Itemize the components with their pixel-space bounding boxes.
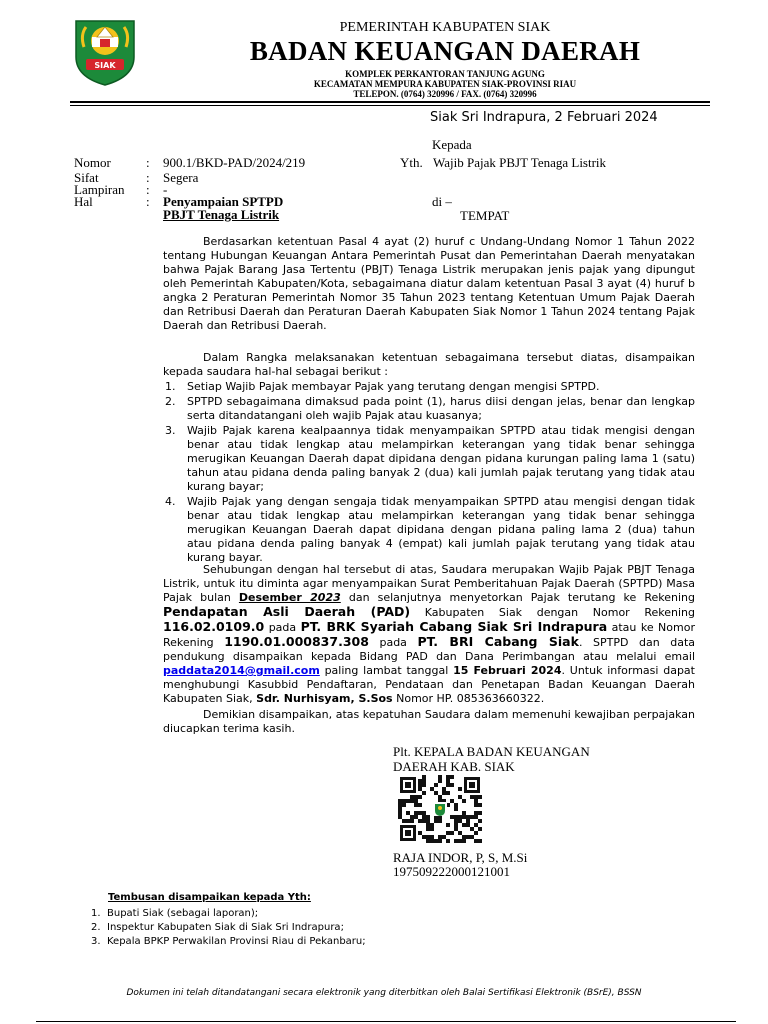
lampiran-label: Lampiran xyxy=(74,182,125,197)
hal-colon: : xyxy=(146,194,150,209)
list-item xyxy=(165,424,695,494)
letter-date: Siak Sri Indrapura, 2 Februari 2024 xyxy=(430,110,658,125)
paragraph-closing: Demikian disampaikan, atas kepatuhan Saudara dalam memenuhi kewajiban perpajakan diucapkan terima kasih. xyxy=(163,708,695,735)
list-item-number: 4. xyxy=(165,495,176,508)
footer-rule xyxy=(36,1021,736,1022)
header-rule-thin xyxy=(70,105,710,106)
address-line-1: KOMPLEK PERKANTORAN TANJUNG AGUNG xyxy=(345,69,545,79)
cc-heading: Tembusan disampaikan kepada Yth: xyxy=(108,892,311,903)
list-item-number: 1. xyxy=(165,380,176,393)
hal-value-line-1: Penyampaian SPTPD xyxy=(163,194,284,209)
deadline-date: 15 Februari 2024 xyxy=(453,664,562,677)
signer-name: RAJA INDOR, P, S, M.Si xyxy=(393,850,528,865)
list-item: 2. Inspektur Kabupaten Siak di Siak Sri Indrapura; xyxy=(91,922,344,933)
contact-person: Sdr. Nurhisyam, S.Sos xyxy=(256,692,393,705)
e-signature-footer: Dokumen ini telah ditandatangani secara elektronik yang diterbitkan oleh Balai Sertifikasi Elektronik (BSrE), BSSN xyxy=(126,988,642,998)
siak-regency-logo xyxy=(70,17,140,87)
cc-list xyxy=(91,907,366,949)
list-item-text: Wajib Pajak yang dengan sengaja tidak menyampaikan SPTPD atau mengisi dengan tidak benar atau tidak lengkap atau melampirkan keterangan yang tidak benar sehingga merugikan Keuangan Daerah dapat dipidana dengan pidana paling lama 2 (dua) tahun atau pidana denda paling banyak 4 (empat) kali jumlah pajak terutang yang tidak atau kurang bayar. xyxy=(187,495,695,564)
list-item xyxy=(165,495,695,565)
recipient-yth: Yth. xyxy=(400,155,423,170)
list-item-text: Wajib Pajak karena kealpaannya tidak menyampaikan SPTPD atau tidak mengisi dengan benar atau tidak lengkap atau melampirkan keterangan yang tidak benar sehingga merugikan Keuangan Daerah dapat dipidana dengan pidana kurungan paling lama 1 (satu) tahun atau pidana denda paling banyak 2 (dua) kali jumlah pajak terutang yang tidak atau kurang bayar; xyxy=(187,424,695,493)
paragraph-intro-list: Dalam Rangka melaksanakan ketentuan sebagaimana tersebut diatas, disampaikan kepada saudara hal-hal sebagai berikut : xyxy=(163,351,695,378)
list-item: 1. Bupati Siak (sebagai laporan); xyxy=(91,908,259,919)
tax-year: 2023 xyxy=(310,591,341,604)
hal-label: Hal xyxy=(74,194,93,209)
bank-name-2: PT. BRI Cabang Siak xyxy=(417,634,579,649)
list-item-number: 2. xyxy=(165,395,176,408)
address-line-3: TELEPON. (0764) 320996 / FAX. (0764) 320996 xyxy=(353,89,537,99)
address-line-2: KECAMATAN MEMPURA KABUPATEN SIAK-PROVINSI RIAU xyxy=(313,79,577,89)
sifat-label: Sifat xyxy=(74,170,99,185)
list-item xyxy=(165,395,695,423)
sifat-value: Segera xyxy=(163,170,199,185)
email-link[interactable]: paddata2014@gmail.com xyxy=(163,664,320,677)
list-item-text: SPTPD sebagaimana dimaksud pada point (1), harus diisi dengan jelas, benar dan lengkap serta ditandatangani oleh wajib Pajak atau kuasanya; xyxy=(187,395,695,422)
recipient-name: Wajib Pajak PBJT Tenaga Listrik xyxy=(433,155,607,170)
svg-text:SIAK: SIAK xyxy=(94,61,116,70)
nomor-value: 900.1/BKD-PAD/2024/219 xyxy=(163,155,306,170)
signer-title-line-1: Plt. KEPALA BADAN KEUANGAN xyxy=(393,744,590,759)
signer-nip: 197509222000121001 xyxy=(393,864,510,879)
list-item-text: Setiap Wajib Pajak membayar Pajak yang terutang dengan mengisi SPTPD. xyxy=(187,380,600,393)
recipient-kepada: Kepada xyxy=(432,137,472,152)
pad-account-name: Pendapatan Asli Daerah (PAD) xyxy=(163,604,411,619)
recipient-tempat: TEMPAT xyxy=(460,208,510,223)
list-item-number: 3. xyxy=(165,424,176,437)
agency-title: BADAN KEUANGAN DAERAH xyxy=(249,36,641,66)
bank-name-1: PT. BRK Syariah Cabang Siak Sri Indrapura xyxy=(300,619,608,634)
nomor-colon: : xyxy=(146,155,150,170)
paragraph-request: Sehubungan dengan hal tersebut di atas, Saudara merupakan Wajib Pajak PBJT Tenaga Listrik, untuk itu diminta agar menyampaikan Surat Pemberitahuan Pajak Daerah (SPTPD) Masa Pajak bulan Desember 2023 dan selanjutnya menyetorkan Pajak terutang ke Rekening Pendapatan Asli Daerah (PAD) Kabupaten Siak dengan Nomor Rekening 116.02.0109.0 pada PT. BRK Syariah Cabang Siak Sri Indrapura atau ke Nomor Rekening 1190.01.000837.308 pada PT. BRI Cabang Siak. SPTPD dan data pendukung disampaikan kepada Bidang PAD dan Dana Perimbangan atau melalui email paddata2014@gmail.com paling lambat tanggal 15 Februari 2024. Untuk informasi dapat menghubungi Kasubbid Pendaftaran, Pendataan dan Penetapan Badan Keuangan Daerah Kabupaten Siak, Sdr. Nurhisyam, S.Sos Nomor HP. 085363660322. xyxy=(163,563,696,705)
recipient-di: di – xyxy=(432,194,452,209)
tax-month: Desember xyxy=(238,591,311,604)
paragraph-legal-basis: Berdasarkan ketentuan Pasal 4 ayat (2) huruf c Undang-Undang Nomor 1 Tahun 2022 tentang Hubungan Keuangan Antara Pemerintah Pusat dan Pemerintahan Daerah menyatakan bahwa Pajak Barang Jasa Tertentu (PBJT) Tenaga Listrik merupakan jenis pajak yang dipungut oleh Pemerintah Kabupaten/Kota, sebagaimana diatur dalam ketentuan Pasal 3 ayat (4) huruf b angka 2 Peraturan Pemerintah Nomor 35 Tahun 2023 tentang Ketentuan Umum Pajak Daerah dan Retribusi Daerah dan Peraturan Daerah Kabupaten Siak Nomor 1 Tahun 2024 tentang Pajak Daerah dan Retribusi Daerah. xyxy=(163,235,695,332)
agency-address xyxy=(190,69,700,99)
sifat-colon: : xyxy=(146,170,150,185)
lampiran-colon: : xyxy=(146,182,150,197)
government-name: PEMERINTAH KABUPATEN SIAK xyxy=(339,20,551,35)
hal-value-line-2: PBJT Tenaga Listrik xyxy=(163,207,280,222)
account-number-2: 1190.01.000837.308 xyxy=(224,634,369,649)
header-rule-thick xyxy=(70,101,710,103)
qr-code-icon xyxy=(398,775,482,843)
list-item: 3. Kepala BPKP Perwakilan Provinsi Riau di Pekanbaru; xyxy=(91,936,366,947)
lampiran-value: - xyxy=(163,182,168,197)
account-number-1: 116.02.0109.0 xyxy=(163,619,265,634)
list-item xyxy=(165,380,695,394)
signer-title-line-2: DAERAH KAB. SIAK xyxy=(393,759,515,774)
provisions-list xyxy=(165,380,695,565)
nomor-label: Nomor xyxy=(74,155,111,170)
